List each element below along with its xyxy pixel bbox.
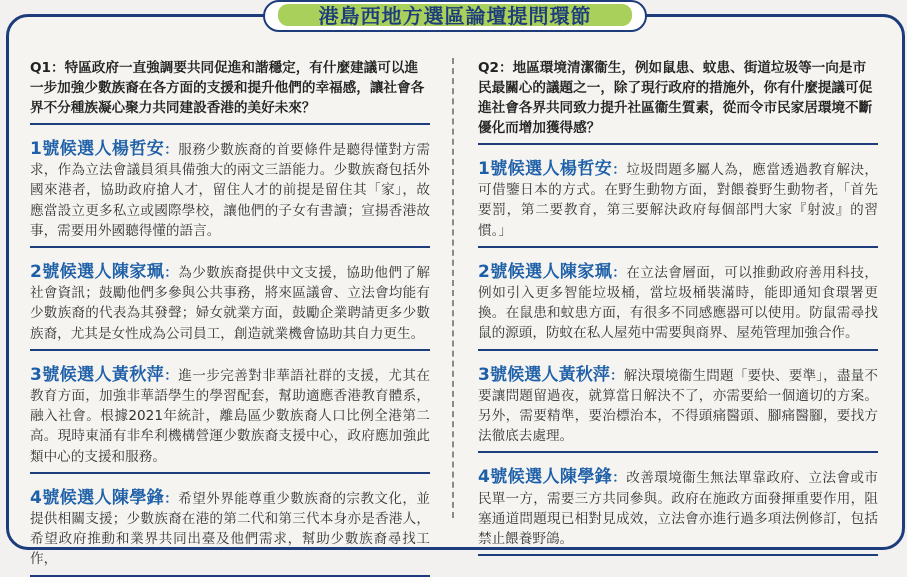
answer-text: 垃圾問題多屬人為，應當透過教育解決，可借鑒日本的方式。在野生動物方面，對餵養野生動物者，「首先要罰，第二要教育，第三要解決政府每個部門大家『射波』的習慣。」 xyxy=(478,162,878,239)
answer-q1-candidate-4 xyxy=(30,488,430,577)
column-divider xyxy=(452,58,454,518)
name-separator: ： xyxy=(164,265,179,282)
answer-text: 解決環境衞生問題「要快、要準」，盡量不要讓問題留過夜，就算當日解決不了，亦需要給一個適切的方案。另外，需要精準，要治標治本，不得頭痛醫頭、腳痛醫腳，要找方法徹底去處理。 xyxy=(478,367,878,445)
answer-q2-candidate-1 xyxy=(478,159,878,248)
left-column xyxy=(30,58,430,577)
page-title: 港島西地方選區論壇提問環節 xyxy=(318,4,592,28)
right-column xyxy=(478,58,878,556)
candidate-name: 4號候選人陳學鋒 xyxy=(30,487,165,508)
answer-q1-candidate-1 xyxy=(30,139,430,248)
answer-q2-candidate-4 xyxy=(478,467,878,556)
name-separator: ： xyxy=(164,367,179,384)
question-q1: Q1：特區政府一直強調要共同促進和諧穩定，有什麼建議可以進一步加強少數族裔在各方面的支援和提升他們的幸福感，讓社會各界不分種族凝心聚力共同建設香港的美好未來？ xyxy=(30,58,430,125)
candidate-name: 2號候選人陳家珮 xyxy=(30,262,165,283)
name-separator: ： xyxy=(612,264,627,281)
name-separator: ： xyxy=(612,162,627,178)
answer-q1-candidate-3 xyxy=(30,365,430,474)
candidate-name: 3號候選人黃秋萍 xyxy=(478,364,611,385)
answer-text: 服務少數族裔的首要條件是聽得懂對方需求，作為立法會議員須具備強大的兩文三語能力。少數族裔包括外國來港者，協助政府搶人才，留住人才的前提是留住其「家」，故應當設立更多私立或國際學校，讓他們的子女有書讀；宣揚香港故事，需要用外國聽得懂的語言。 xyxy=(30,142,430,239)
name-separator: ： xyxy=(610,367,624,384)
name-separator: ： xyxy=(164,490,179,507)
name-separator: ： xyxy=(164,142,179,158)
candidate-name: 2號候選人陳家珮 xyxy=(478,261,613,282)
candidate-name: 1號候選人楊哲安 xyxy=(478,159,613,179)
candidate-name: 3號候選人黃秋萍 xyxy=(30,364,165,385)
candidate-name: 4號候選人陳學鋒 xyxy=(478,467,613,488)
question-q2: Q2：地區環境清潔衞生，例如鼠患、蚊患、街道垃圾等一向是市民最關心的議題之一，除了現行政府的措施外，你有什麼提議可促進社會各界共同致力提升社區衞生質素，從而令市民家居環境不斷優化而增加獲得感？ xyxy=(478,58,878,145)
answer-text: 在立法會層面，可以推動政府善用科技，例如引入更多智能垃圾桶，當垃圾桶裝滿時，能即通知食環署更換。在鼠患和蚊患方面，有很多不同感應器可以使用。防鼠需尋找鼠的源頭，防蚊在私人屋苑中需要與商界、屋苑管理加強合作。 xyxy=(478,264,878,342)
answer-text: 為少數族裔提供中文支援，協助他們了解社會資訊；鼓勵他們多參與公共事務，將來區議會、立法會均能有少數族裔的代表為其發聲；婦女就業方面，鼓勵企業聘請更多少數族裔，尤其是女性成為公司員工，創造就業機會協助其自力更生。 xyxy=(30,265,430,342)
name-separator: ： xyxy=(612,470,627,487)
answer-text: 改善環境衞生無法單靠政府、立法會或市民單一方，需要三方共同參與。政府在施政方面發揮重要作用，阻塞通道問題現已相對見成效，立法會亦進行過多項法例修訂，包括禁止餵養野鴿。 xyxy=(478,470,878,548)
answer-q2-candidate-2 xyxy=(478,262,878,351)
answer-text: 希望外界能尊重少數族裔的宗教文化，並提供相關支援；少數族裔在港的第二代和第三代本身亦是香港人，希望政府推動和業界共同出臺及他們需求，幫助少數族裔尋找工作， xyxy=(30,490,430,568)
answer-text: 進一步完善對非華語社群的支援，尤其在教育方面，加強非華語學生的學習配套，幫助適應香港教育體系，融入社會。根據2021年統計，離島區少數族裔人口比例全港第二高。現時東涌有非牟利機構營運少數族裔支援中心，政府應加強此類中心的支援和服務。 xyxy=(30,367,430,465)
answer-q2-candidate-3 xyxy=(478,365,878,454)
candidate-name: 1號候選人楊哲安 xyxy=(30,139,165,159)
answer-q1-candidate-2 xyxy=(30,262,430,351)
